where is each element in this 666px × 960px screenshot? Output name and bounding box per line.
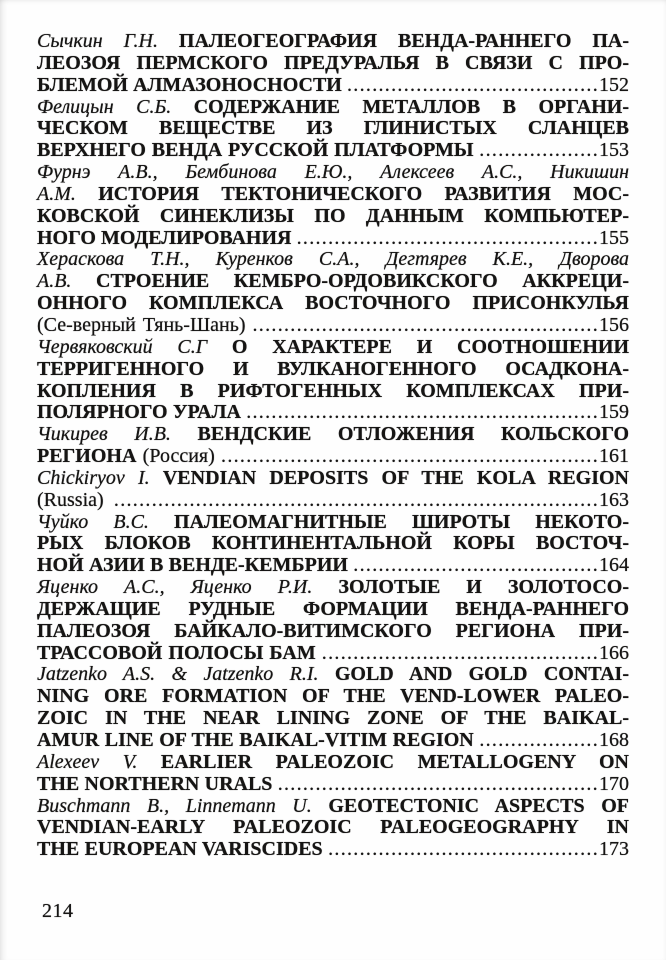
entry-title: РЕГИОНА [37, 445, 137, 468]
author-name: Jatzenko A.S. & Jatzenko R.I. [37, 663, 319, 686]
toc-line [37, 293, 629, 315]
toc-entry [37, 31, 629, 97]
entry-title: GEOTECTONIC ASPECTS OF [328, 794, 630, 817]
entry-title: НОЙ АЗИИ В ВЕНДЕ-КЕМБРИИ [37, 554, 348, 577]
dot-leader: ................................................ [296, 226, 599, 249]
toc-line [37, 228, 629, 250]
toc-entry [37, 162, 629, 249]
toc-line [37, 817, 629, 839]
dot-leader: ................... [479, 139, 599, 162]
author-name: А.М. [37, 182, 76, 205]
entry-title: GOLD AND GOLD CONTAI- [334, 663, 630, 686]
dot-leader: ............................................ [321, 641, 599, 664]
entry-title: ИСТОРИЯ ТЕКТОНИЧЕСКОГО РАЗВИТИЯ МОС- [98, 182, 630, 205]
entry-title: ДЕРЖАЩИЕ РУДНЫЕ ФОРМАЦИИ ВЕНДА-РАННЕГО [37, 597, 629, 620]
entry-page-number: 161 [599, 445, 630, 468]
author-name: Chickiryov I. [37, 466, 150, 489]
entry-page-number: 168 [599, 729, 630, 751]
toc-line [37, 402, 629, 424]
toc-entry [37, 796, 629, 862]
entry-page-number: 164 [599, 554, 629, 577]
entry-title: VENDIAN-EARLY PALEOZOIC PALEOGEOGRAPHY IN [37, 816, 629, 839]
entry-title: БЛЕМОЙ АЛМАЗОНОСНОСТИ [37, 73, 342, 96]
toc-line [37, 468, 629, 490]
entry-title: THE NORTHERN URALS [37, 772, 273, 795]
toc-entry [37, 424, 629, 468]
toc-line [37, 206, 629, 228]
entry-page-number: 173 [599, 838, 629, 861]
entry-page-number: 155 [599, 226, 629, 249]
toc-list [37, 31, 629, 861]
toc-line [37, 708, 629, 730]
toc-line [37, 184, 629, 206]
entry-title: EARLIER PALEOZOIC METALLOGENY ON [160, 750, 629, 773]
entry-title: ПАЛЕОЗОЯ БАЙКАЛО-ВИТИМСКОГО РЕГИОНА ПРИ- [37, 619, 629, 642]
toc-line [37, 599, 629, 621]
entry-note: (Россия) [142, 445, 215, 468]
toc-line [37, 686, 629, 708]
toc-line [37, 752, 629, 774]
author-name: Червяковский С.Г [37, 335, 208, 358]
toc-line [37, 555, 629, 577]
entry-title: СОДЕРЖАНИЕ МЕТАЛЛОВ В ОРГАНИ- [193, 95, 630, 118]
dot-leader: ....................................................... [252, 313, 599, 336]
toc-line [37, 512, 629, 534]
dot-leader: ................................................... [277, 772, 599, 795]
entry-title: ПАЛЕОМАГНИТНЫЕ ШИРОТЫ НЕКОТО- [174, 510, 629, 533]
toc-entry [37, 664, 629, 751]
toc-line [37, 162, 629, 184]
toc-line [37, 249, 629, 271]
toc-line [37, 490, 629, 512]
entry-page-number: 170 [599, 772, 629, 795]
entry-title: VENDIAN DEPOSITS OF THE KOLA REGION [162, 466, 630, 489]
toc-line [37, 75, 629, 97]
entry-title: ЧЕСКОМ ВЕЩЕСТВЕ ИЗ ГЛИНИСТЫХ СЛАНЦЕВ [37, 117, 629, 140]
toc-line [37, 53, 629, 75]
entry-title: СТРОЕНИЕ КЕМБРО-ОРДОВИКСКОГО АККРЕЦИ- [96, 270, 630, 293]
toc-line [37, 271, 629, 293]
toc-entry [37, 468, 629, 512]
toc-line [37, 118, 629, 140]
toc-line [37, 796, 629, 818]
entry-title: ZOIC IN THE NEAR LINING ZONE OF THE BAIKAL- [37, 707, 629, 730]
author-name: Alexeev V. [37, 750, 138, 773]
toc-line [37, 315, 629, 337]
entry-title: ВЕРХНЕГО ВЕНДА РУССКОЙ ПЛАТФОРМЫ [37, 139, 474, 162]
entry-title: КОПЛЕНИЯ В РИФТОГЕННЫХ КОМПЛЕКСАХ ПРИ- [37, 379, 629, 402]
entry-title: NING ORE FORMATION OF THE VEND-LOWER PALEO- [37, 685, 629, 708]
toc-entry [37, 337, 629, 424]
entry-page-number: 152 [599, 73, 629, 96]
toc-line [37, 730, 629, 752]
dot-leader: ....................................... [353, 554, 599, 577]
entry-title: ОННОГО КОМПЛЕКСА ВОСТОЧНОГО ПРИСОНКУЛЬЯ [37, 292, 629, 315]
toc-entry [37, 249, 629, 336]
entry-page-number: 166 [599, 641, 629, 664]
author-name: Чуйко В.С. [37, 510, 149, 533]
entry-title: О ХАРАКТЕРЕ И СООТНОШЕНИИ [231, 335, 629, 358]
entry-page-number: 159 [599, 401, 630, 424]
page-number: 214 [42, 900, 74, 922]
toc-line [37, 359, 629, 381]
toc-line [37, 577, 629, 599]
dot-leader: ........................................ [347, 73, 599, 96]
author-name: Чикирев И.В. [37, 423, 171, 446]
toc-line [37, 424, 629, 446]
entry-note: (Russia) [37, 488, 104, 511]
toc-entry [37, 577, 629, 664]
dot-leader: ................... [479, 729, 600, 751]
dot-leader: ........................................... [328, 838, 599, 861]
toc-line [37, 664, 629, 686]
toc-line [37, 381, 629, 403]
entry-title: ТРАССОВОЙ ПОЛОСЫ БАМ [37, 641, 316, 664]
toc-line [37, 337, 629, 359]
toc-line [37, 533, 629, 555]
author-name: Фелицын С.Б. [37, 95, 172, 118]
entry-title: ТЕРРИГЕННОГО И ВУЛКАНОГЕННОГО ОСАДКОНА- [37, 357, 629, 380]
dot-leader: ............................................................................. [113, 488, 599, 511]
entry-title: ПАЛЕОГЕОГРАФИЯ ВЕНДА-РАННЕГО ПА- [178, 30, 630, 52]
toc-line [37, 97, 629, 119]
entry-title: РЫХ БЛОКОВ КОНТИНЕНТАЛЬНОЙ КОРЫ ВОСТОЧ- [37, 532, 629, 555]
entry-page-number: 156 [599, 313, 629, 336]
entry-title: ЗОЛОТЫЕ И ЗОЛОТОСО- [338, 576, 629, 599]
author-name: Сычкин Г.Н. [37, 30, 158, 52]
author-name: А.В. [37, 270, 72, 293]
author-name: Яценко А.С., Яценко Р.И. [37, 576, 313, 599]
entry-title: AMUR LINE OF THE BAIKAL-VITIM REGION [37, 729, 474, 751]
entry-title: ЛЕОЗОЯ ПЕРМСКОГО ПРЕДУРАЛЬЯ В СВЯЗИ С ПРО- [37, 51, 629, 74]
entry-title: ПОЛЯРНОГО УРАЛА [37, 401, 241, 424]
entry-note: (Се-верный Тянь-Шань) [37, 313, 246, 336]
toc-entry [37, 512, 629, 578]
toc-line [37, 643, 629, 665]
toc-line [37, 621, 629, 643]
author-name: Хераскова Т.Н., Куренков С.А., Дегтярев К.Е., Дворова [37, 248, 629, 271]
dot-leader: ........................................................ [246, 401, 600, 424]
toc-line [37, 774, 629, 796]
author-name: Фурнэ А.В., Бембинова Е.Ю., Алексеев А.С., Никишин [37, 161, 629, 184]
toc-line [37, 140, 629, 162]
dot-leader: ............................................................ [221, 445, 600, 468]
entry-title: НОГО МОДЕЛИРОВАНИЯ [37, 226, 292, 249]
toc-line [37, 31, 629, 53]
entry-title: ВЕНДСКИЕ ОТЛОЖЕНИЯ КОЛЬСКОГО [197, 423, 630, 446]
toc-line [37, 446, 629, 468]
entry-title: КОВСКОЙ СИНЕКЛИЗЫ ПО ДАННЫМ КОМПЬЮТЕР- [37, 204, 629, 227]
entry-page-number: 153 [599, 139, 629, 162]
entry-page-number: 163 [599, 488, 629, 511]
toc-entry [37, 752, 629, 796]
entry-title: THE EUROPEAN VARISCIDES [37, 838, 323, 861]
author-name: Buschmann B., Linnemann U. [37, 794, 312, 817]
toc-line [37, 839, 629, 861]
toc-entry [37, 97, 629, 163]
